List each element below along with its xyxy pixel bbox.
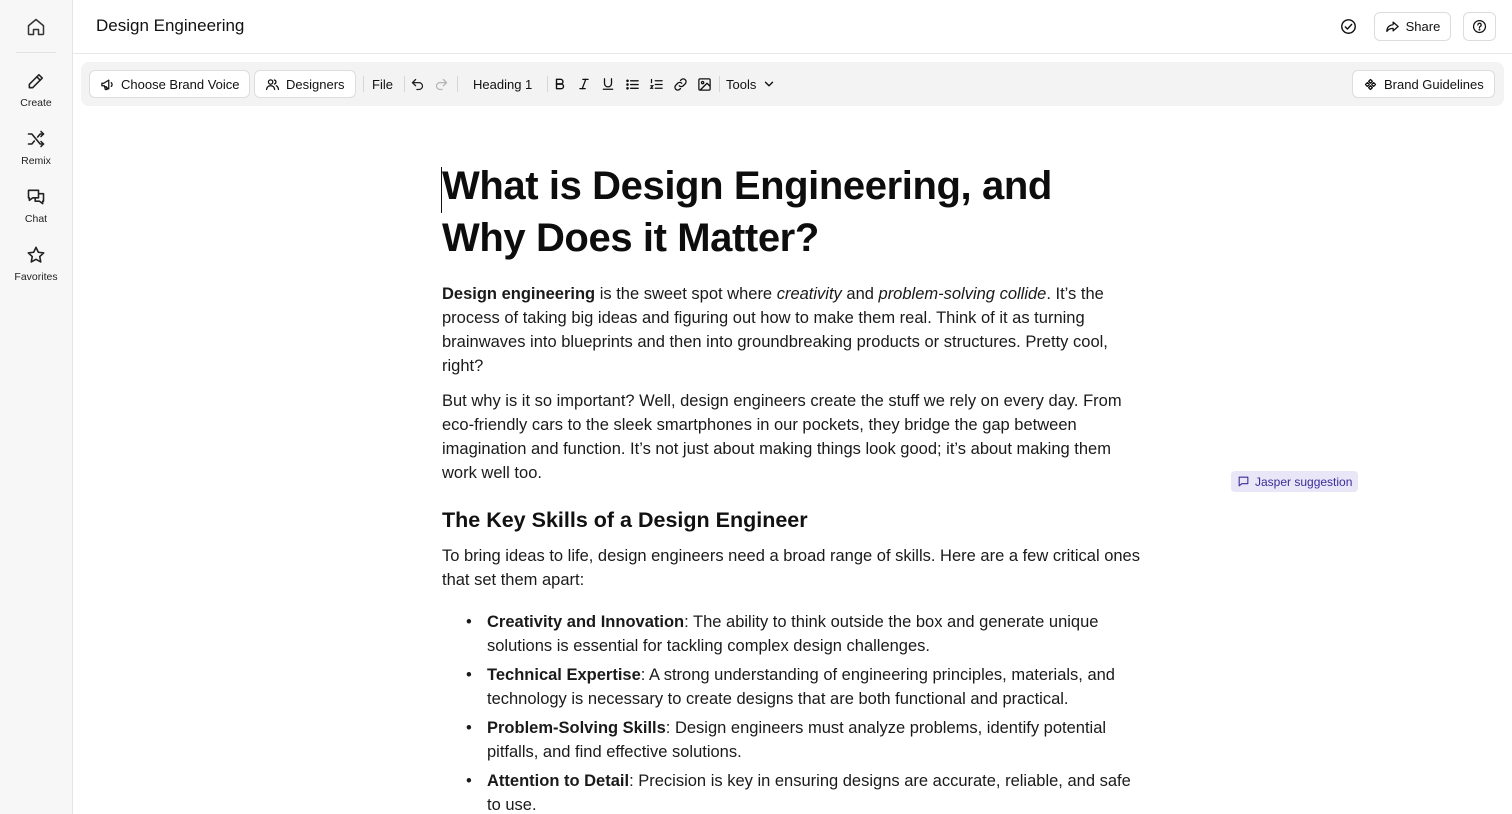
share-label: Share [1405, 19, 1441, 34]
rail-divider [16, 52, 56, 53]
rail-item-label: Chat [24, 213, 48, 225]
brand-guidelines-label: Brand Guidelines [1384, 76, 1484, 92]
bullet: • [466, 719, 472, 737]
tools-menu[interactable] [726, 70, 776, 98]
heading-select[interactable]: Heading 1 [473, 76, 533, 92]
top-header [73, 0, 1512, 54]
users-icon [265, 77, 280, 92]
numbered-list-icon[interactable] [648, 76, 664, 92]
editor-toolbar [81, 62, 1504, 106]
toolbar-divider [719, 76, 720, 92]
help-button[interactable] [1463, 12, 1496, 41]
skill-description: : The ability to think outside the box and generate unique solutions is essential for tackling complex design challenges. [487, 613, 1099, 655]
home-icon[interactable] [24, 15, 48, 39]
chat-bubbles-icon [25, 186, 47, 208]
document-title[interactable]: Design Engineering [96, 16, 245, 35]
bold-icon[interactable] [552, 76, 568, 92]
skill-description: : Precision is key in ensuring designs are accurate, reliable, and safe to use. [487, 772, 1131, 814]
paragraph-text: is the sweet spot where [595, 285, 777, 303]
rail-item-label: Favorites [14, 271, 58, 283]
designers-label: Designers [286, 76, 345, 92]
list-item[interactable] [466, 716, 1142, 764]
paragraph-skills-intro[interactable]: To bring ideas to life, design engineers need a broad range of skills. Here are a few critical ones that set them apart: [442, 547, 1140, 589]
list-item[interactable] [466, 610, 1142, 658]
underline-icon[interactable] [600, 76, 616, 92]
rail-item-favorites[interactable] [0, 244, 72, 283]
rail-item-label: Remix [21, 155, 51, 167]
italic-term: problem-solving collide [878, 285, 1047, 303]
megaphone-icon [100, 77, 115, 92]
file-menu[interactable]: File [372, 76, 393, 92]
bullet: • [466, 666, 472, 684]
skills-list [466, 610, 1142, 814]
undo-icon[interactable] [409, 76, 425, 92]
rail-item-chat[interactable] [0, 186, 72, 225]
bullet: • [466, 772, 472, 790]
skill-term: Technical Expertise [487, 666, 641, 684]
toolbar-divider [404, 76, 405, 92]
italic-term: creativity [776, 285, 842, 303]
document-heading[interactable]: What is Design Engineering, and Why Does it Matter? [442, 164, 1052, 260]
brand-guidelines-button[interactable] [1352, 70, 1495, 98]
shuffle-icon [25, 128, 47, 150]
list-item[interactable] [466, 663, 1142, 711]
tools-label: Tools [726, 76, 757, 92]
pencil-icon [25, 70, 47, 92]
document-editor[interactable] [442, 160, 1142, 814]
designers-button[interactable] [254, 70, 356, 98]
comment-icon [1237, 475, 1250, 488]
skill-term: Problem-Solving Skills [487, 719, 666, 737]
image-icon[interactable] [696, 76, 712, 92]
italic-icon[interactable] [576, 76, 592, 92]
brand-guidelines-icon [1363, 77, 1378, 92]
paragraph-importance[interactable]: But why is it so important? Well, design engineers create the stuff we rely on every day. From eco-friendly cars to the sleek smartphones in our pockets, they bridge the gap between imagination and function. It’s not just about making things look good; it’s about making them work well too. [442, 392, 1122, 482]
list-item[interactable] [466, 769, 1142, 814]
bold-term: Design engineering [442, 285, 596, 303]
paragraph-text: . It’s the process of taking big ideas and figuring out how to make them real. Think of it as turning brainwaves into blueprints and then into groundbreaking products or structures. Pretty cool, right? [442, 285, 1108, 375]
choose-brand-voice-button[interactable] [89, 70, 250, 98]
paragraph-text: and [841, 285, 879, 303]
brand-voice-label: Choose Brand Voice [121, 76, 240, 92]
share-button[interactable] [1374, 12, 1451, 41]
rail-item-remix[interactable] [0, 128, 72, 167]
toolbar-divider [547, 76, 548, 92]
left-rail [0, 0, 73, 814]
suggestion-label: Jasper suggestion [1255, 474, 1353, 489]
skill-term: Attention to Detail [487, 772, 630, 790]
skill-description: : A strong understanding of engineering principles, materials, and technology is necessary to create designs that are both functional and practical. [487, 666, 1115, 708]
share-arrow-icon [1385, 19, 1400, 34]
paragraph-intro[interactable] [442, 282, 1142, 378]
bullet: • [466, 613, 472, 631]
toolbar-divider [363, 76, 364, 92]
jasper-suggestion-chip[interactable] [1231, 471, 1358, 492]
help-circle-icon [1472, 19, 1487, 34]
rail-item-create[interactable] [0, 70, 72, 109]
bulleted-list-icon[interactable] [624, 76, 640, 92]
link-icon[interactable] [672, 76, 688, 92]
toolbar-divider [457, 76, 458, 92]
check-circle-icon[interactable] [1338, 16, 1358, 36]
chevron-down-icon [762, 77, 776, 91]
skill-term: Creativity and Innovation [487, 613, 685, 631]
rail-item-label: Create [20, 97, 52, 109]
star-icon [25, 244, 47, 266]
skill-description: : Design engineers must analyze problems, identify potential pitfalls, and find effective solutions. [487, 719, 1107, 761]
section-heading[interactable]: The Key Skills of a Design Engineer [442, 508, 808, 532]
redo-icon[interactable] [433, 76, 449, 92]
